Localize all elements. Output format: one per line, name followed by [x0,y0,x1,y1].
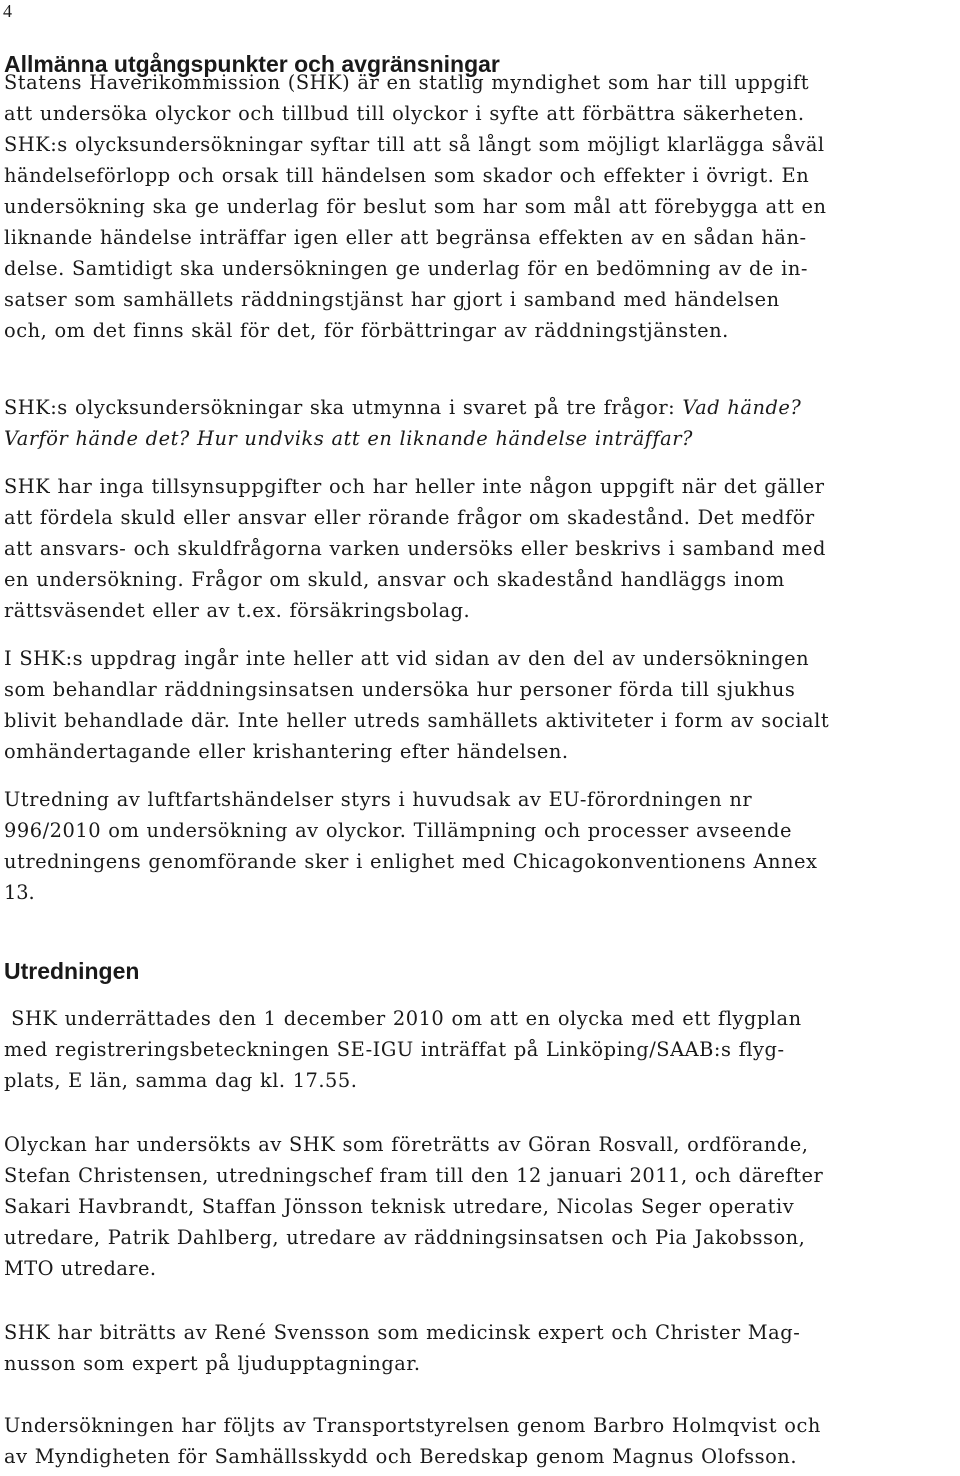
paragraph-uppdrag [4,643,956,767]
text-line: SHK underrättades den 1 december 2010 om att en olycka med ett flygplan [4,1007,802,1030]
text-line: MTO utredare. [4,1257,157,1280]
section-heading-utredningen: Utredningen [4,958,140,984]
paragraph-bitratts [4,1317,956,1379]
text-line: SHK har biträtts av René Svensson som medicinsk expert och Christer Mag- [4,1321,801,1344]
text-line: nusson som expert på ljudupptagningar. [4,1352,421,1375]
text-line: SHK har inga tillsynsuppgifter och har heller inte någon uppgift när det gäller [4,475,825,498]
text-line: att undersöka olyckor och tillbud till olyckor i syfte att förbättra säkerheten. [4,102,805,125]
text-line: Sakari Havbrandt, Staffan Jönsson teknisk utredare, Nicolas Seger operativ [4,1195,795,1218]
text-line: Statens Haverikommission (SHK) är en statlig myndighet som har till uppgift [4,71,810,94]
text-line: en undersökning. Frågor om skuld, ansvar och skadestånd handläggs inom [4,568,785,591]
text-line: delse. Samtidigt ska undersökningen ge underlag för en bedömning av de in- [4,257,808,280]
section-heading-allmanna: Allmänna utgångspunkter och avgränsningar [4,51,500,77]
text-line: Stefan Christensen, utredningschef fram till den 12 januari 2011, och därefter [4,1164,824,1187]
text-line: I SHK:s uppdrag ingår inte heller att vid sidan av den del av undersökningen [4,647,810,670]
paragraph-underrattades [4,1003,956,1096]
paragraph-intro [4,67,956,346]
text-line: och, om det finns skäl för det, för förbättringar av räddningstjänsten. [4,319,729,342]
paragraph-undersokts [4,1129,956,1284]
text-line: satser som samhällets räddningstjänst har gjort i samband med händelsen [4,288,780,311]
paragraph-luftfart [4,784,956,908]
text-line: SHK:s olycksundersökningar syftar till att så långt som möjligt klarlägga såväl [4,133,825,156]
text-line: Utredning av luftfartshändelser styrs i huvudsak av EU-förordningen nr [4,788,753,811]
text-line: utredningens genomförande sker i enlighet med Chicagokonventionens Annex [4,850,818,873]
text-line: rättsväsendet eller av t.ex. försäkringsbolag. [4,599,471,622]
paragraph-foljts [4,1410,956,1472]
text-line [4,392,956,423]
text-line: 996/2010 om undersökning av olyckor. Tillämpning och processer avseende [4,819,792,842]
page-number: 4 [3,1,12,21]
paragraph-questions [4,392,956,454]
text-line: utredare, Patrik Dahlberg, utredare av räddningsinsatsen och Pia Jakobsson, [4,1226,806,1249]
paragraph-tillsyn [4,471,956,626]
text-line [4,423,956,454]
questions-text: SHK:s olycksundersökningar ska utmynna i svaret på tre frågor: [4,396,683,419]
text-line: undersökning ska ge underlag för beslut som har som mål att förebygga att en [4,195,827,218]
text-line: omhändertagande eller krishantering efter händelsen. [4,740,569,763]
text-line: av Myndigheten för Samhällsskydd och Beredskap genom Magnus Olofsson. [4,1445,798,1468]
text-line: plats, E län, samma dag kl. 17.55. [4,1069,358,1092]
text-line: blivit behandlade där. Inte heller utreds samhällets aktiviteter i form av socialt [4,709,830,732]
text-line: att fördela skuld eller ansvar eller rörande frågor om skadestånd. Det medför [4,506,815,529]
question-varfor-hur: Varför hände det? Hur undviks att en liknande händelse inträffar? [4,427,693,450]
question-vad-hande: Vad hände? [682,396,802,419]
text-line: liknande händelse inträffar igen eller att begränsa effekten av en sådan hän- [4,226,807,249]
text-line: Undersökningen har följts av Transportstyrelsen genom Barbro Holmqvist och [4,1414,821,1437]
text-line: Olyckan har undersökts av SHK som företrätts av Göran Rosvall, ordförande, [4,1133,809,1156]
text-line: att ansvars- och skuldfrågorna varken undersöks eller beskrivs i samband med [4,537,826,560]
text-line: händelseförlopp och orsak till händelsen som skador och effekter i övrigt. En [4,164,810,187]
text-line: med registreringsbeteckningen SE-IGU inträffat på Linköping/SAAB:s flyg- [4,1038,785,1061]
text-line: 13. [4,881,35,904]
text-line: som behandlar räddningsinsatsen undersöka hur personer förda till sjukhus [4,678,796,701]
